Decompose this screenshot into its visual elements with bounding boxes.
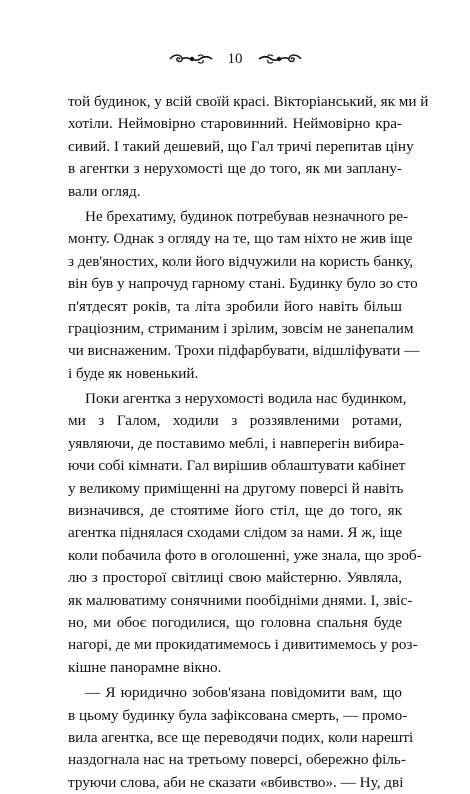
text-line: у великому приміщенні на другому поверсі й навіть [68,479,404,497]
text-line: він був у напрочуд гарному стані. Будинку було зо сто [68,275,418,293]
text-line: наздогнала нас на третьому поверсі, обережно філь- [68,751,406,769]
paragraph-1 [68,91,429,203]
text-line: в цьому будинку була зафіксована смерть, — промо- [68,706,408,724]
text-line: граціозним, стриманим і зрілим, зовсім не занепалим [68,319,414,337]
text-line: лю з просторої світлиці свою майстерню. Уявляла, [68,569,402,587]
paragraph-4 [68,682,414,794]
text-line: визначився, де стоятиме його стіл, ще до того, як [68,502,402,520]
text-line: в агентки з нерухомості ще до того, як ми заплану- [68,160,402,178]
text-line: агентка піднялася сходами слідом за нами. Я ж, іще [68,524,403,542]
text-line: — Я юридично зобов'язана повідомити вам, що [85,684,402,702]
text-line: вали огляд. [68,182,141,200]
text-line: нагорі, де ми прокидатимемось і дивитимемось у роз- [68,636,418,654]
text-line: як малюватиму сонячними пообідніми днями. І, звіс- [68,591,413,609]
text-line: Не брехатиму, будинок потребував незначного ре- [85,207,409,225]
text-line: вила агентка, все ще переводячи подих, коли нарешті [68,728,414,746]
right-ornament-icon [257,52,303,66]
left-ornament-icon [168,52,214,66]
text-line: з дев'яностих, коли його відчужили на користь банку, [68,252,414,270]
text-line: хотіли. Неймовірно старовинний. Неймовірно кра- [68,115,402,133]
text-line: чи виснаженим. Трохи підфарбувати, відшліфувати — [68,342,420,360]
page-header [0,48,470,70]
text-line: той будинок, у всій своїй красі. Вікторіанський, як ми й [68,93,429,110]
text-line: труючи слова, аби не сказати «вбивство». — Ну, дві [68,773,404,791]
text-line: коли побачила фото в оголошенні, уже знала, що зроб- [68,546,422,564]
page-number: 10 [227,51,243,67]
text-line: ми з Галом, ходили з роззявленими ротами, [68,412,402,430]
text-line: п'ятдесят років, та літа зробили його навіть більш [68,297,402,315]
paragraph-2 [68,206,420,385]
text-line: кішне панорамне вікно. [68,658,222,676]
text-line: но, ми обоє погодилися, що головна спальня буде [68,613,402,631]
text-line: уявляючи, де поставимо меблі, і навперегін вибира- [68,434,405,452]
text-line: Поки агентка з нерухомості водила нас будинком, [85,390,407,408]
text-line: монту. Однак з огляду на те, що там ніхто не жив іще [68,230,413,248]
body-text [68,91,429,794]
text-line: сивий. І такий дешевий, що Гал тричі перепитав ціну [68,137,414,155]
text-line: і буде як новенький. [68,364,199,382]
paragraph-3 [68,388,422,679]
text-line: ючи собі кімнати. Гал вирішив облаштувати кабінет [68,457,406,475]
